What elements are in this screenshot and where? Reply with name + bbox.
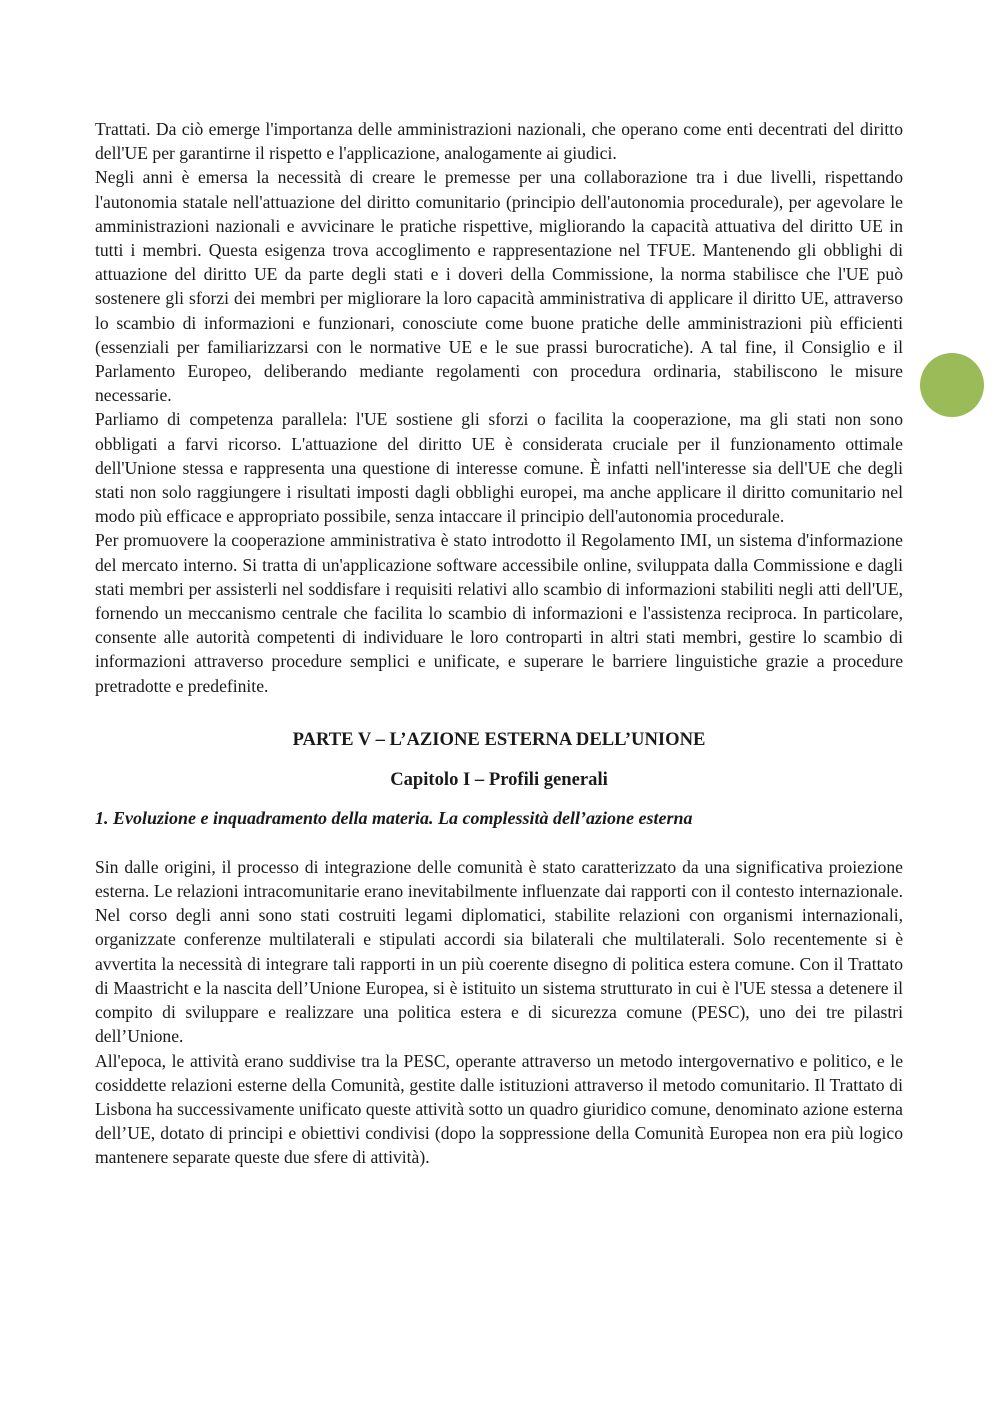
page-marker-circle	[920, 353, 984, 417]
paragraph: All'epoca, le attività erano suddivise tra la PESC, operante attraverso un metodo intergovernativo e politico, e le cosiddette relazioni esterne della Comunità, gestite dalle istituzioni attraverso il metodo comunitario. Il Trattato di Lisbona ha successivamente unificato queste attività sotto un quadro giuridico comune, denominato azione esterna dell’UE, dotato di principi e obiettivi condivisi (dopo la soppressione della Comunità Europea non era più logico mantenere separate queste due sfere di attività).	[95, 1050, 903, 1168]
part-title: PARTE V – L’AZIONE ESTERNA DELL’UNIONE	[292, 728, 706, 750]
section-title: 1. Evoluzione e inquadramento della materia. La complessità dell’azione esterna	[95, 807, 693, 828]
paragraph: Per promuovere la cooperazione amministrativa è stato introdotto il Regolamento IMI, un sistema d'informazione del mercato interno. Si tratta di un'applicazione software accessibile online, sviluppata dalla Commissione e dagli stati membri per assisterli nel soddisfare i requisiti relativi allo scambio di informazioni stabiliti negli atti dell'UE, fornendo un meccanismo centrale che facilita lo scambio di informazioni e l'assistenza reciproca. In particolare, consente alle autorità competenti di individuare le loro controparti in altri stati membri, gestire lo scambio di informazioni attraverso procedure semplici e unificate, e superare le barriere linguistiche grazie a procedure pretradotte e predefinite.	[95, 530, 903, 696]
chapter-title: Capitolo I – Profili generali	[390, 768, 608, 790]
paragraph: Trattati. Da ciò emerge l'importanza delle amministrazioni nazionali, che operano come enti decentrati del diritto dell'UE per garantirne il rispetto e l'applicazione, analogamente ai giudici.	[95, 119, 903, 164]
paragraph: Sin dalle origini, il processo di integrazione delle comunità è stato caratterizzato da una significativa proiezione esterna. Le relazioni intracomunitarie erano inevitabilmente influenzate dai rapporti con il contesto internazionale. Nel corso degli anni sono stati costruiti legami diplomatici, stabilite relazioni con organismi internazionali, organizzate conferenze multilaterali e stipulati accordi sia bilaterali che multilaterali. Solo recentemente si è avvertita la necessità di integrare tali rapporti in un più coerente disegno di politica estera comune. Con il Trattato di Maastricht e la nascita dell’Unione Europea, si è istituito un sistema strutturato in cui è l'UE stessa a detenere il compito di sviluppare e realizzare una politica estera e di sicurezza comune (PESC), uno dei tre pilastri dell’Unione.	[95, 856, 903, 1047]
document-page	[95, 117, 903, 1170]
paragraph: Parliamo di competenza parallela: l'UE sostiene gli sforzi o facilita la cooperazione, ma gli stati non sono obbligati a farvi ricorso. L'attuazione del diritto UE è considerata cruciale per il funzionamento ottimale dell'Unione stessa e rappresenta una questione di interesse comune. È infatti nell'interesse sia dell'UE che degli stati non solo raggiungere i risultati imposti dagli obblighi europei, ma anche applicare il diritto comunitario nel modo più efficace e appropriato possibile, senza intaccare il principio dell'autonomia procedurale.	[95, 409, 903, 527]
paragraph: Negli anni è emersa la necessità di creare le premesse per una collaborazione tra i due livelli, rispettando l'autonomia statale nell'attuazione del diritto comunitario (principio dell'autonomia procedurale), per agevolare le amministrazioni nazionali e avvicinare le pratiche rispettive, migliorando la capacità attuativa del diritto UE in tutti i membri. Questa esigenza trova accoglimento e rappresentazione nel TFUE. Mantenendo gli obblighi di attuazione del diritto UE da parte degli stati e i doveri della Commissione, la norma stabilisce che l'UE può sostenere gli sforzi dei membri per migliorare la loro capacità amministrativa di applicare il diritto UE, attraverso lo scambio di informazioni e funzionari, conosciute come buone pratiche delle amministrazioni più efficienti (essenziali per familiarizzarsi con le normative UE e le sue prassi burocratiche). A tal fine, il Consiglio e il Parlamento Europeo, deliberando mediante regolamenti con procedura ordinaria, stabiliscono le misure necessarie.	[95, 167, 903, 406]
